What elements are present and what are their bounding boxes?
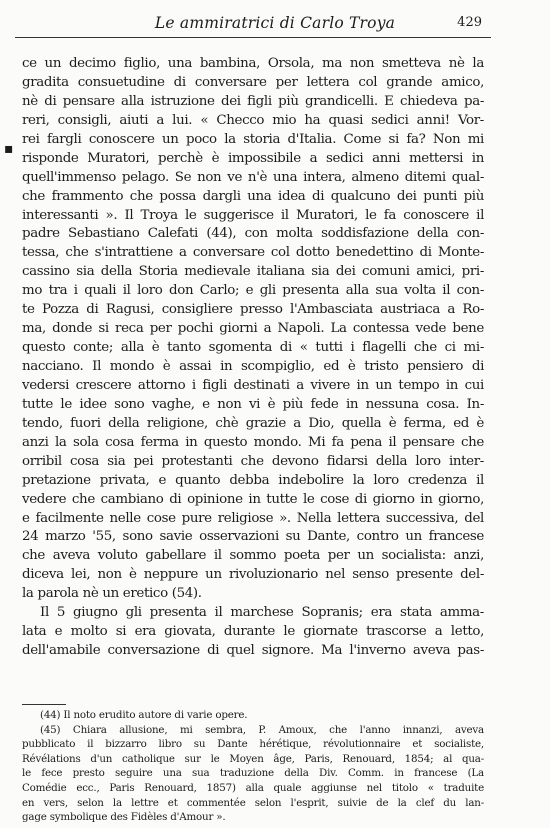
text-line: interessanti ». Il Troya le suggerisce il Muratori, le fa conoscere il (22, 207, 484, 223)
text-line: risponde Muratori, perchè è impossibile a sedici anni mettersi in (22, 150, 484, 166)
text-line: dell'amabile conversazione di quel signore. Ma l'inverno aveva pas- (22, 643, 484, 659)
text-line: che aveva voluto gabellare il sommo poeta per un socialista: anzi, (22, 548, 484, 564)
text-line: e facilmente nelle cose pure religiose ». Nella lettera successiva, del (22, 510, 484, 526)
margin-mark: ▪ (4, 141, 14, 157)
text-line: nacciano. Il mondo è assai in scompiglio, ed è tristo pensiero di (22, 359, 484, 374)
page-header (0, 14, 550, 36)
text-line: padre Sebastiano Calefati (44), con molta soddisfazione della con- (22, 226, 484, 242)
text-line: ma, donde si reca per pochi giorni a Napoli. La contessa vede bene (22, 321, 484, 337)
footnote-line: Révélations d'un catholique sur le Moyen âge, Paris, Renouard, 1854; al qua- (22, 752, 484, 765)
footnote-line: le fece presto seguire una sua traduzione della Div. Comm. in francese (La (22, 767, 484, 780)
text-line: vedersi crescere attorno i figli destinati a vivere in un tempo in cui (22, 377, 484, 393)
text-line: Il 5 giugno gli presenta il marchese Sopranis; era stata amma- (40, 605, 484, 621)
body-text (22, 55, 484, 661)
text-line: anzi la sola cosa ferma in questo mondo. Mi fa pena il pensare che (22, 434, 484, 450)
text-line: ce un decimo figlio, una bambina, Orsola, ma non smetteva nè la (22, 56, 484, 71)
header-rule (15, 37, 491, 38)
text-line: diceva lei, non è neppure un rivoluzionario nel senso presente del- (22, 567, 484, 583)
footnote-rule (22, 704, 66, 705)
text-line: rei fargli conoscere un poco la storia d'Italia. Come si fa? Non mi (22, 131, 484, 147)
text-line: che frammento che possa dargli una idea di qualcuno dei punti più (22, 188, 484, 204)
text-line: reri, consigli, aiuti a lui. « Checco mio ha quasi sedici anni! Vor- (22, 112, 484, 128)
text-line: tendo, fuori della religione, chè grazie a Dio, quella è ferma, ed è (22, 415, 484, 431)
text-line: gradita consuetudine di conversare per lettera col grande amico, (22, 74, 484, 90)
text-line: cassino sia della Storia medievale italiana sia dei comuni amici, pri- (22, 264, 484, 280)
footnote-line: en vers, selon la lettre et commentée selon l'esprit, suivie de la clef du lan- (22, 796, 484, 809)
text-line: vedere che cambiano di opinione in tutte le cose di giorno in giorno, (22, 491, 484, 507)
text-line: mo tra i quali il loro don Carlo; e gli presenta alla sua volta il con- (22, 283, 484, 299)
footnotes (22, 708, 484, 825)
running-title: Le ammiratrici di Carlo Troya (154, 14, 396, 32)
footnote-line: Comédie ecc., Paris Renouard, 1857) alla quale aggiunse nel titolo « traduite (22, 781, 484, 794)
page-number: 429 (457, 15, 482, 30)
text-line: 24 marzo '55, sono savie osservazioni su Dante, contro un francese (22, 529, 484, 545)
text-line: te Pozza di Ragusi, consigliere presso l'Ambasciata austriaca a Ro- (22, 302, 484, 318)
text-line: questo conte; alla è tanto sgomenta di « tutti i flagelli che ci mi- (22, 340, 484, 356)
text-line: orribil cosa sia pei protestanti che devono fidarsi della loro inter- (22, 453, 484, 469)
text-line: pretazione privata, e quanto debba indebolire la loro credenza il (22, 472, 484, 488)
footnote-line: gage symbolique des Fidèles d'Amour ». (22, 811, 226, 824)
footnote-line: (44) Il noto erudito autore di varie opere. (40, 709, 248, 721)
footnote-line: (45) Chiara allusione, mi sembra, P. Amoux, che l'anno innanzi, aveva (40, 723, 484, 736)
text-line: tutte le idee sono vaghe, e non vi è più fede in nessuna cosa. In- (22, 396, 484, 412)
text-line: lata e molto si era giovata, durante le giornate trascorse a letto, (22, 624, 484, 640)
text-line: quell'immenso pelago. Se non ve n'è una intera, almeno ditemi qual- (22, 169, 484, 185)
text-line: la parola nè un eretico (54). (22, 586, 202, 602)
text-line: tessa, che s'intrattiene a conversare col dotto benedettino di Monte- (22, 245, 484, 261)
footnote-line: pubblicato il bizzarro libro su Dante hérétique, révolutionnaire et socialiste, (22, 738, 484, 751)
text-line: nè di pensare alla istruzione dei figli più grandicelli. E chiedeva pa- (22, 93, 484, 109)
